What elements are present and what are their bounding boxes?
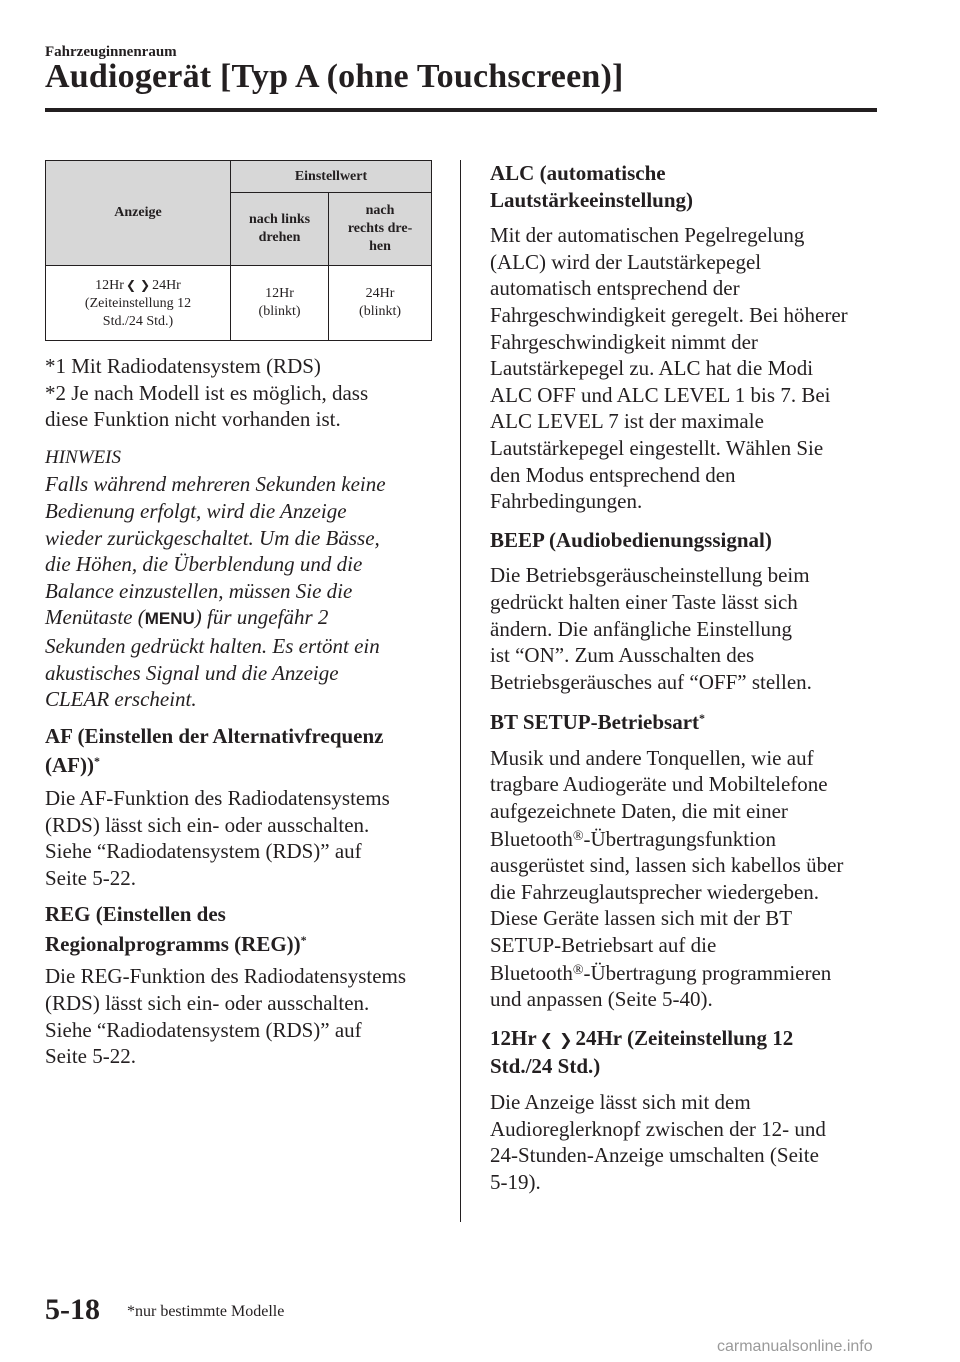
hr-heading [490,1025,885,1054]
af-heading: AF (Einstellen der Alternativfrequenz [45,723,384,748]
bt-heading-text: BT SETUP-Betriebsart [490,710,700,735]
hinweis-line: CLEAR erscheint. [45,687,197,712]
hr-body-line: Die Anzeige lässt sich mit dem [490,1090,751,1114]
hinweis-line: Falls während mehreren Sekunden keine [45,472,386,497]
hinweis-line: Sekunden gedrückt halten. Es ertönt ein [45,633,380,658]
bt-text: Bluetooth [490,960,573,985]
af-body-line: Siehe “Radiodatensystem (RDS)” auf [45,839,362,864]
alc-body-line: ALC OFF und ALC LEVEL 1 bis 7. Bei [490,382,831,407]
beep-heading: BEEP (Audiobedienungssignal) [490,527,772,552]
alc-heading: Lautstärkeeinstellung) [490,187,694,212]
beep-section [490,527,885,696]
reg-section [45,901,433,1070]
page-title: Audiogerät [Typ A (ohne Touchscreen)] [45,58,624,95]
header-line: nach [365,203,395,218]
bt-body-line: tragbare Audiogeräte und Mobiltelefone [490,772,828,797]
alc-body-line: Lautstärkepegel zu. ALC hat die Modi [490,356,814,381]
alc-body-line: Fahrbedingungen. [490,489,643,514]
table-cell-anzeige [46,266,231,341]
hinweis-line [45,604,433,633]
alc-body-line: den Modus entsprechend den [490,462,736,487]
cell-text: 12Hr [265,286,294,301]
bt-heading [490,709,885,736]
cell-text: (blinkt) [359,304,402,319]
cell-text: 12Hr [95,277,124,293]
chevron-left-icon: ❮ [539,1029,554,1049]
left-column [45,160,433,1070]
bt-body-line [490,826,885,853]
bt-body-line: Diese Geräte lassen sich mit der BT [490,906,793,931]
alc-section [490,160,885,515]
hinweis-label: HINWEIS [45,446,121,468]
reg-body-line: (RDS) lässt sich ein- oder ausschalten. [45,991,370,1016]
beep-body-line: ändern. Die anfängliche Einstellung [490,616,793,641]
section-label: Fahrzeuginnenraum [45,44,177,60]
footnote-marker: * [93,754,100,769]
hr-heading: Std./24 Std.) [490,1054,601,1079]
header-line: nach links [249,212,311,227]
footer-footnote: *nur bestimmte Modelle [127,1303,285,1320]
bt-body-line: und anpassen (Seite 5-40). [490,987,713,1012]
alc-body-line: Fahrgeschwindigkeit geregelt. Bei höherer [490,302,848,327]
bt-text: Bluetooth [490,826,573,851]
footnote-1: *1 Mit Radiodatensystem (RDS) [45,354,321,378]
footnote-marker: * [300,932,307,947]
table-header-links [231,193,329,266]
cell-text: 24Hr [365,286,395,301]
bt-text: -Übertragungsfunktion [583,826,776,851]
alc-body-line: Lautstärkepegel eingestellt. Wählen Sie [490,435,824,460]
cell-text: 24Hr [152,277,181,293]
hr-body-line: 24-Stunden-Anzeige umschalten (Seite [490,1143,819,1168]
footnote-2-line: *2 Je nach Modell ist es möglich, dass [45,380,369,405]
footnote-2-line: diese Funktion nicht vorhanden ist. [45,407,341,432]
hinweis-line: die Höhen, die Überblendung und die [45,552,363,577]
page-number: 5-18 [45,1293,100,1326]
header-line: rechts dre- [347,221,413,236]
watermark: carmanualsonline.info [717,1338,873,1355]
reg-body-line: Die REG-Funktion des Radiodatensystems [45,964,407,989]
cell-text: (Zeiteinstellung 12 [84,295,192,311]
bt-body-line: die Fahrzeuglautsprecher wiedergeben. [490,879,820,904]
reg-heading: REG (Einstellen des [45,902,226,927]
table-header-einstellwert: Einstellwert [231,161,432,193]
bt-body-line: ausgerüstet sind, lassen sich kabellos über [490,853,844,878]
alc-body-line: ALC LEVEL 7 ist der maximale [490,409,764,434]
hinweis-text: ) für ungefähr 2 [194,605,329,630]
alc-heading: ALC (automatische [490,161,666,185]
hinweis-line: wieder zurückgeschaltet. Um die Bässe, [45,525,380,550]
bt-body-line: SETUP-Betriebsart auf die [490,933,717,958]
hinweis-text: Menütaste ( [45,605,145,630]
registered-mark: ® [572,828,584,844]
chevron-left-icon: ❮ [125,277,136,292]
af-section [45,723,433,892]
reg-body-line: Seite 5-22. [45,1044,136,1069]
alc-body-line: (ALC) wird der Lautstärkepegel [490,249,762,274]
hr-body-line: 5-19). [490,1169,541,1194]
column-divider [460,160,461,1222]
header-line: drehen [258,230,301,245]
chevron-right-icon: ❯ [559,1029,573,1049]
beep-body-line: Betriebsgeräusches auf “OFF” stellen. [490,669,812,694]
reg-heading-text: Regionalprogramms (REG)) [45,931,301,956]
af-heading [45,752,433,779]
settings-table [45,160,432,341]
hr-heading-text: 12Hr [490,1025,537,1050]
bt-body-line [490,960,885,987]
af-heading-text: (AF)) [45,753,94,778]
chevron-right-icon: ❯ [140,277,151,292]
alc-body-line: Mit der automatischen Pegelregelung [490,223,805,248]
table-footnotes [45,353,433,433]
footnote-marker: * [699,711,706,726]
beep-body-line: Die Betriebsgeräuscheinstellung beim [490,563,810,588]
beep-body-line: gedrückt halten einer Taste lässt sich [490,589,798,614]
af-body-line: Die AF-Funktion des Radiodatensystems [45,785,390,810]
reg-heading [45,931,433,958]
table-header-rechts [329,193,432,266]
hr-body-line: Audioreglerknopf zwischen der 12- und [490,1116,826,1141]
table-cell-links [231,266,329,341]
table-cell-rechts [329,266,432,341]
header-line: hen [369,239,391,254]
bt-body-line: Musik und andere Tonquellen, wie auf [490,745,814,770]
hinweis-block [45,445,433,713]
registered-mark: ® [572,962,584,978]
bt-setup-section [490,709,885,1013]
menu-key-icon: MENU [144,609,195,629]
hinweis-line: akustisches Signal und die Anzeige [45,660,339,685]
title-rule [45,108,877,112]
hr-heading-text: 24Hr (Zeiteinstellung 12 [575,1025,794,1050]
reg-body-line: Siehe “Radiodatensystem (RDS)” auf [45,1017,362,1042]
af-body-line: Seite 5-22. [45,865,136,890]
af-body-line: (RDS) lässt sich ein- oder ausschalten. [45,812,370,837]
beep-body-line: ist “ON”. Zum Ausschalten des [490,643,755,668]
cell-text: Std./24 Std.) [102,313,174,329]
alc-body-line: Fahrgeschwindigkeit nimmt der [490,329,758,354]
hr-section [490,1025,885,1196]
bt-body-line: aufgezeichnete Daten, die mit einer [490,799,788,824]
alc-body-line: automatisch entsprechend der [490,276,740,301]
bt-text: -Übertragung programmieren [583,960,832,985]
right-column [490,160,885,1195]
cell-text: (blinkt) [258,304,301,319]
table-row [46,266,432,341]
hinweis-line: Balance einzustellen, müssen Sie die [45,578,353,603]
table-header-anzeige: Anzeige [46,161,231,266]
hinweis-line: Bedienung erfolgt, wird die Anzeige [45,498,347,523]
